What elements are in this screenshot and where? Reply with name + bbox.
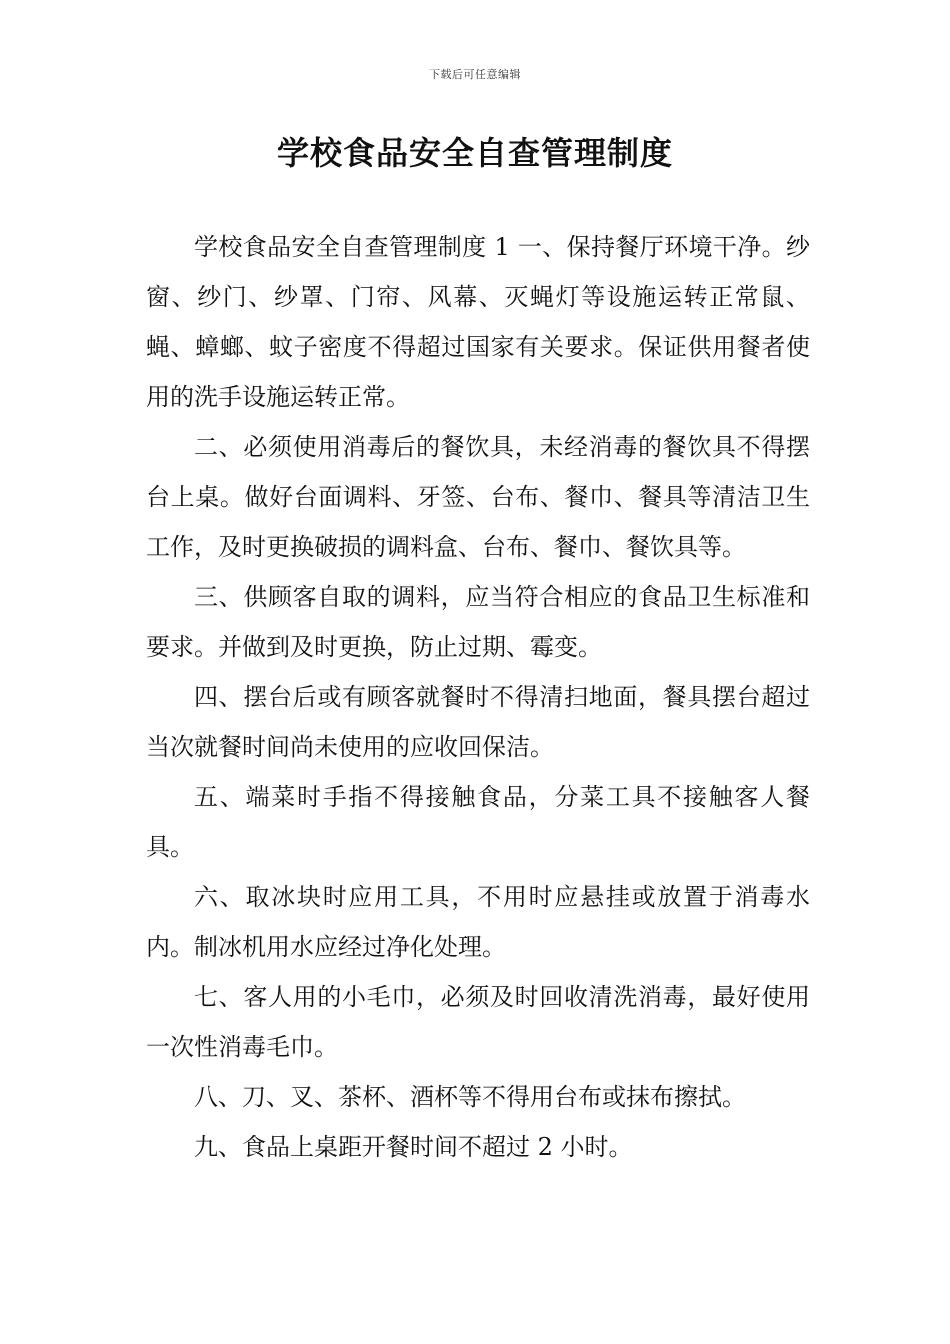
- paragraph-4: 四、摆台后或有顾客就餐时不得清扫地面，餐具摆台超过当次就餐时间尚未使用的应收回保洁。: [146, 683, 810, 761]
- header-note: 下载后可任意编辑: [429, 68, 521, 81]
- document-body: [146, 222, 810, 1172]
- paragraph-1: 学校食品安全自查管理制度 1 一、保持餐厅环境干净。纱窗、纱门、纱罩、门帘、风幕、灭蝇灯等设施运转正常鼠、蝇、蟑螂、蚊子密度不得超过国家有关要求。保证供用餐者使用的洗手设施运转正常。: [146, 233, 810, 411]
- paragraph-7: 七、客人用的小毛巾，必须及时回收清洗消毒，最好使用一次性消毒毛巾。: [146, 983, 810, 1061]
- paragraph-2: 二、必须使用消毒后的餐饮具，未经消毒的餐饮具不得摆台上桌。做好台面调料、牙签、台布、餐巾、餐具等清洁卫生工作，及时更换破损的调料盒、台布、餐巾、餐饮具等。: [146, 433, 810, 561]
- paragraph-8: 八、刀、叉、茶杯、酒杯等不得用台布或抹布擦拭。: [194, 1083, 746, 1111]
- document-title: 学校食品安全自查管理制度: [276, 134, 673, 172]
- paragraph-6: 六、取冰块时应用工具，不用时应悬挂或放置于消毒水内。制冰机用水应经过净化处理。: [146, 883, 810, 961]
- paragraph-9: 九、食品上桌距开餐时间不超过 2 小时。: [194, 1133, 633, 1161]
- paragraph-3: 三、供顾客自取的调料，应当符合相应的食品卫生标准和要求。并做到及时更换，防止过期、霉变。: [146, 583, 810, 661]
- paragraph-5: 五、端菜时手指不得接触食品，分菜工具不接触客人餐具。: [146, 783, 810, 861]
